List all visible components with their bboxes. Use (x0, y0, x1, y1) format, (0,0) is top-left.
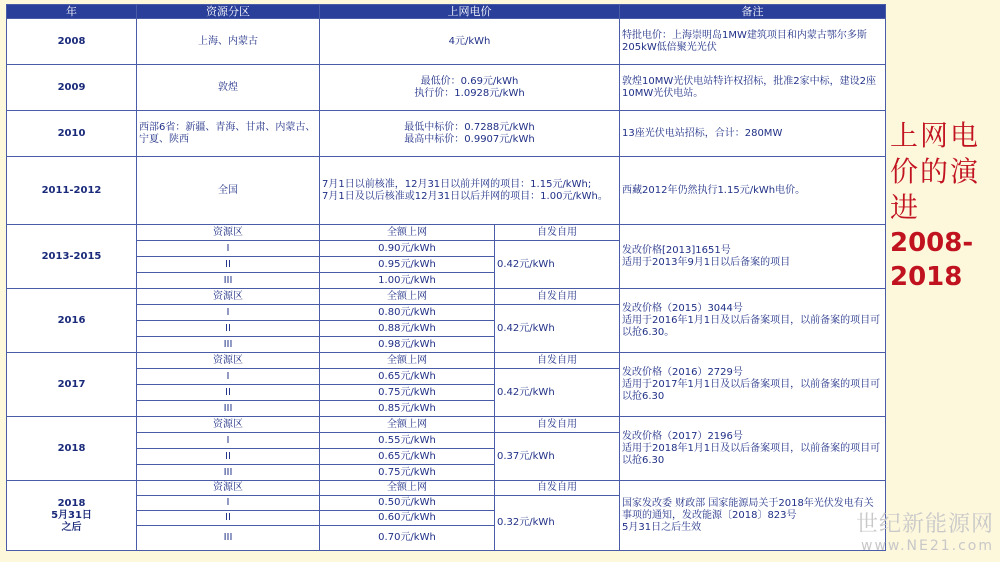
full-grid-price: 0.90元/kWh (320, 241, 495, 257)
note-line: 发改价格[2013]1651号 (622, 244, 731, 256)
watermark-title: 世纪新能源网 (855, 512, 994, 537)
full-grid-price: 0.75元/kWh (320, 465, 495, 481)
zone-cell: I (137, 433, 320, 449)
table-row (7, 111, 886, 157)
zone-cell: III (137, 401, 320, 417)
note-cell (620, 417, 886, 481)
note-line: 国家发改委 财政部 国家能源局关于2018年光伏发电有关事项的通知，发改能源〔2018〕823号 (622, 497, 874, 521)
zone-cell: I (137, 241, 320, 257)
price-cell (320, 111, 620, 157)
price-cell: 4元/kWh (320, 19, 620, 65)
note-line: 5月31日之后生效 (622, 521, 702, 533)
zone-cell: I (137, 305, 320, 321)
note-cell (620, 225, 886, 289)
table-row (7, 157, 886, 225)
full-grid-header: 全额上网 (320, 481, 495, 496)
zone-cell: III (137, 337, 320, 353)
year-cell: 2010 (7, 111, 137, 157)
full-grid-price: 0.85元/kWh (320, 401, 495, 417)
zone-cell: II (137, 321, 320, 337)
table-row (7, 417, 886, 433)
zone-cell: II (137, 385, 320, 401)
year-cell: 2009 (7, 65, 137, 111)
table-row (7, 481, 886, 496)
region-cell: 敦煌 (137, 65, 320, 111)
table-row (7, 353, 886, 369)
full-grid-price: 0.60元/kWh (320, 511, 495, 526)
self-use-price: 0.32元/kWh (495, 496, 620, 551)
full-grid-price: 0.50元/kWh (320, 496, 495, 511)
header-row (7, 5, 886, 19)
side-title-line: 进 (890, 191, 921, 224)
zone-header: 资源区 (137, 289, 320, 305)
price-line: 最低价：0.69元/kWh (420, 75, 519, 87)
region-cell: 全国 (137, 157, 320, 225)
self-use-header: 自发自用 (495, 417, 620, 433)
full-grid-price: 1.00元/kWh (320, 273, 495, 289)
zone-cell: III (137, 465, 320, 481)
full-grid-price: 0.65元/kWh (320, 449, 495, 465)
side-title (890, 118, 1000, 294)
year-line: 5月31日 (51, 509, 92, 521)
note-line: 适用于2016年1月1日及以后备案项目，以前备案的项目可以抢6.30。 (622, 314, 881, 338)
self-use-header: 自发自用 (495, 353, 620, 369)
table-row (7, 19, 886, 65)
note-cell (620, 353, 886, 417)
year-cell: 2011-2012 (7, 157, 137, 225)
tariff-table (6, 4, 886, 551)
zone-cell: I (137, 369, 320, 385)
self-use-price: 0.37元/kWh (495, 433, 620, 481)
full-grid-header: 全额上网 (320, 417, 495, 433)
full-grid-header: 全额上网 (320, 225, 495, 241)
full-grid-price: 0.95元/kWh (320, 257, 495, 273)
header-price: 上网电价 (320, 5, 620, 19)
note-cell: 13座光伏电站招标，合计：280MW (620, 111, 886, 157)
year-cell: 2013-2015 (7, 225, 137, 289)
note-cell: 西藏2012年仍然执行1.15元/kWh电价。 (620, 157, 886, 225)
note-cell: 特批电价：上海崇明岛1MW建筑项目和内蒙古鄂尔多斯205kW低倍聚光光伏 (620, 19, 886, 65)
full-grid-price: 0.98元/kWh (320, 337, 495, 353)
side-years: 2018 (890, 262, 963, 292)
year-cell: 2017 (7, 353, 137, 417)
zone-cell: III (137, 273, 320, 289)
self-use-price: 0.42元/kWh (495, 369, 620, 417)
price-line: 执行价：1.0928元/kWh (414, 87, 525, 99)
self-use-price: 0.42元/kWh (495, 305, 620, 353)
full-grid-price: 0.88元/kWh (320, 321, 495, 337)
zone-header: 资源区 (137, 417, 320, 433)
note-line: 发改价格（2015）3044号 (622, 302, 743, 314)
watermark (856, 507, 994, 554)
zone-cell: II (137, 257, 320, 273)
self-use-header: 自发自用 (495, 289, 620, 305)
zone-header: 资源区 (137, 225, 320, 241)
price-line: 最低中标价：0.7288元/kWh (404, 121, 535, 133)
full-grid-price: 0.80元/kWh (320, 305, 495, 321)
full-grid-price: 0.55元/kWh (320, 433, 495, 449)
price-cell (320, 65, 620, 111)
year-cell: 2016 (7, 289, 137, 353)
full-grid-price: 0.75元/kWh (320, 385, 495, 401)
table-row (7, 65, 886, 111)
zone-header: 资源区 (137, 481, 320, 496)
side-years: 2008- (890, 228, 974, 258)
note-line: 适用于2013年9月1日以后备案的项目 (622, 256, 791, 268)
full-grid-price: 0.65元/kWh (320, 369, 495, 385)
watermark-url: www.NE21.com (861, 538, 994, 554)
note-line: 发改价格（2017）2196号 (622, 430, 743, 442)
zone-header: 资源区 (137, 353, 320, 369)
year-line: 2018 (57, 497, 86, 509)
year-cell: 2008 (7, 19, 137, 65)
price-cell: 7月1日以前核准，12月31日以前并网的项目：1.15元/kWh; 7月1日及以后核准或12月31日以后并网的项目：1.00元/kWh。 (320, 157, 620, 225)
self-use-price: 0.42元/kWh (495, 241, 620, 289)
table-row (7, 289, 886, 305)
zone-cell: III (137, 526, 320, 551)
note-line: 适用于2018年1月1日及以后备案项目，以前备案的项目可以抢6.30 (622, 442, 881, 466)
year-line: 之后 (61, 521, 82, 533)
price-line: 最高中标价：0.9907元/kWh (404, 133, 535, 145)
note-cell (620, 481, 886, 551)
header-region: 资源分区 (137, 5, 320, 19)
year-cell (7, 481, 137, 551)
zone-cell: I (137, 496, 320, 511)
note-line: 发改价格（2016）2729号 (622, 366, 743, 378)
zone-cell: II (137, 449, 320, 465)
note-cell (620, 289, 886, 353)
note-line: 适用于2017年1月1日及以后备案项目，以前备案的项目可以抢6.30 (622, 378, 881, 402)
self-use-header: 自发自用 (495, 225, 620, 241)
region-cell: 西部6省：新疆、青海、甘肃、内蒙古、宁夏、陕西 (137, 111, 320, 157)
side-title-line: 价的演 (890, 155, 981, 188)
side-title-line: 上网电 (890, 119, 981, 152)
full-grid-header: 全额上网 (320, 289, 495, 305)
note-cell: 敦煌10MW光伏电站特许权招标，批准2家中标，建设2座10MW光伏电站。 (620, 65, 886, 111)
zone-cell: II (137, 511, 320, 526)
table-row (7, 225, 886, 241)
full-grid-header: 全额上网 (320, 353, 495, 369)
full-grid-price: 0.70元/kWh (320, 526, 495, 551)
header-year: 年 (7, 5, 137, 19)
region-cell: 上海、内蒙古 (137, 19, 320, 65)
year-cell: 2018 (7, 417, 137, 481)
header-note: 备注 (620, 5, 886, 19)
self-use-header: 自发自用 (495, 481, 620, 496)
